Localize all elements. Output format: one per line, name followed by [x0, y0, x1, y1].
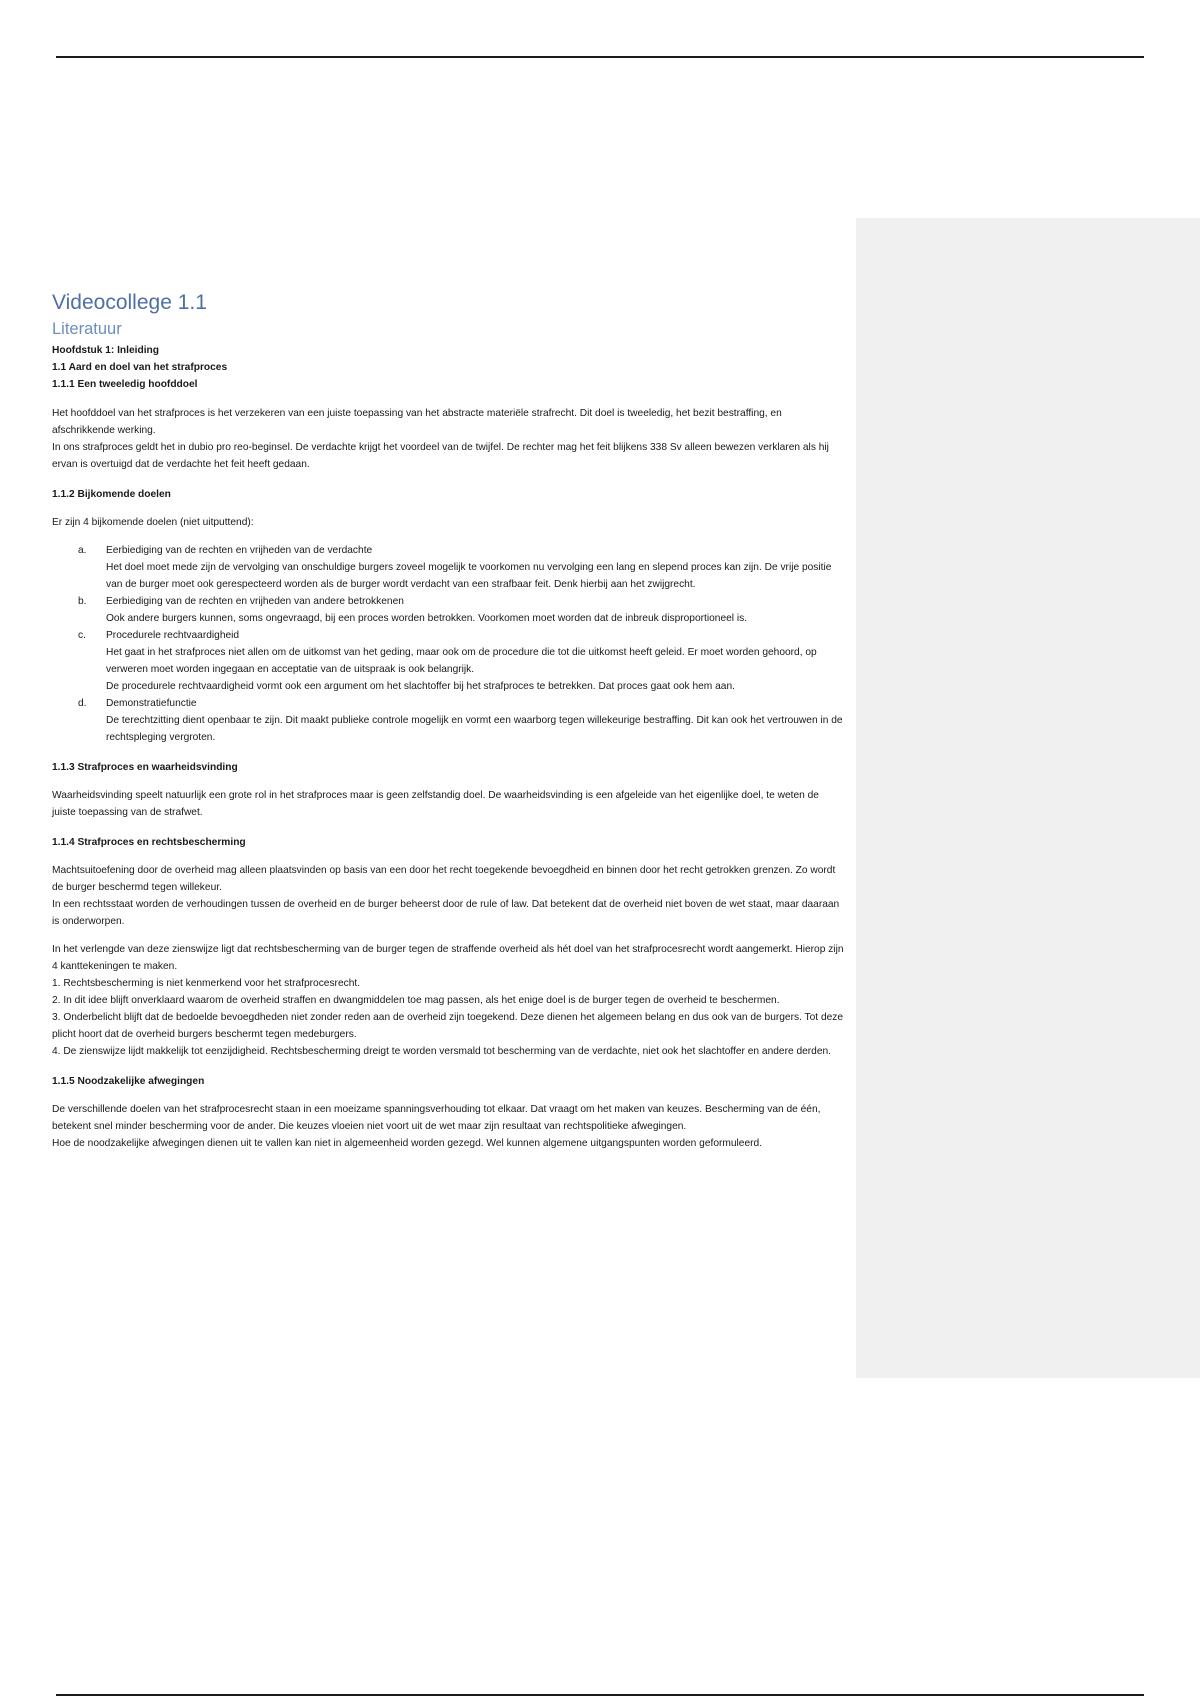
- list-marker: a.: [78, 545, 87, 556]
- comment-margin-panel: [856, 218, 1200, 1378]
- list-item: [52, 593, 844, 627]
- paragraph: Hoe de noodzakelijke afwegingen dienen uit te vallen kan niet in algemeenheid worden gezegd. Wel kunnen algemene uitgangspunten worden geformuleerd.: [52, 1138, 763, 1149]
- list-marker: d.: [78, 698, 87, 709]
- chapter-heading: Hoofdstuk 1: Inleiding: [52, 345, 159, 356]
- numbered-point: 1. Rechtsbescherming is niet kenmerkend voor het strafprocesrecht.: [52, 978, 361, 989]
- section-heading: 1.1 Aard en doel van het strafproces: [52, 362, 228, 373]
- list-item-title: Eerbiediging van de rechten en vrijheden van de verdachte: [106, 545, 373, 556]
- list-item: [52, 627, 844, 695]
- list-marker: b.: [78, 596, 87, 607]
- paragraph: De verschillende doelen van het strafprocesrecht staan in een moeizame spanningsverhouding tot elkaar. Dat vraagt om het maken van keuzes. Bescherming van de één, betekent snel minder bescherming voor de ander. Die keuzes vloeien niet voort uit de wet maar zijn resultaat van rechtspolitieke afwegingen.: [52, 1104, 821, 1132]
- subsection-heading-1-1-1: 1.1.1 Een tweeledig hoofddoel: [52, 379, 198, 390]
- list-item: [52, 695, 844, 746]
- paragraph: In ons strafproces geldt het in dubio pro reo-beginsel. De verdachte krijgt het voordeel van de twijfel. De rechter mag het feit blijkens 338 Sv alleen bewezen verklaren als hij ervan is overtuigd dat de verdachte het feit heeft gedaan.: [52, 442, 829, 470]
- list-item: [52, 542, 844, 593]
- list-item-text: Ook andere burgers kunnen, soms ongevraagd, bij een proces worden betrokken. Voorkomen moet worden dat de inbreuk disproportioneel is.: [106, 613, 748, 624]
- paragraph: Het hoofddoel van het strafproces is het verzekeren van een juiste toepassing van het abstracte materiële strafrecht. Dit doel is tweeledig, het bezit bestraffing, en afschrikkende werking.: [52, 408, 782, 436]
- subsection-heading-1-1-4: 1.1.4 Strafproces en rechtsbescherming: [52, 837, 246, 848]
- subsection-heading-1-1-5: 1.1.5 Noodzakelijke afwegingen: [52, 1076, 205, 1087]
- list-item-text: De terechtzitting dient openbaar te zijn. Dit maakt publieke controle mogelijk en vormt een waarborg tegen willekeurige bestraffing. Dit kan ook het vertrouwen in de rechtspleging vergroten.: [106, 715, 843, 743]
- paragraph: Waarheidsvinding speelt natuurlijk een grote rol in het strafproces maar is geen zelfstandig doel. De waarheidsvinding is een afgeleide van het eigenlijke doel, te weten de juiste toepassing van de strafwet.: [52, 790, 819, 818]
- goals-list: [52, 542, 844, 746]
- paragraph: Machtsuitoefening door de overheid mag alleen plaatsvinden op basis van een door het recht toegekende bevoegdheid en binnen door het recht getrokken grenzen. Zo wordt de burger beschermd tegen willekeur.: [52, 865, 836, 893]
- document-subtitle: Literatuur: [52, 320, 122, 338]
- list-item-title: Eerbiediging van de rechten en vrijheden van andere betrokkenen: [106, 596, 404, 607]
- list-item-text: Het doel moet mede zijn de vervolging van onschuldige burgers zoveel mogelijk te voorkomen nu vervolging een lang en slepend proces kan zijn. De vrije positie van de burger moet ook gerespecteerd worden als de burger wordt verdacht van een strafbaar feit. Denk hierbij aan het zwijgrecht.: [106, 562, 832, 590]
- document-body: [52, 288, 844, 1152]
- subsection-heading-1-1-3: 1.1.3 Strafproces en waarheidsvinding: [52, 762, 238, 773]
- numbered-point: 2. In dit idee blijft onverklaard waarom de overheid straffen en dwangmiddelen toe mag passen, als het enige doel is de burger tegen de overheid te beschermen.: [52, 995, 780, 1006]
- list-item-text: Het gaat in het strafproces niet allen om de uitkomst van het geding, maar ook om de procedure die tot die uitkomst heeft geleid. Er moet worden gehoord, op verweren moet worden ingegaan en acceptatie van de uitspraak is ook belangrijk.: [106, 647, 817, 675]
- list-marker: c.: [78, 630, 86, 641]
- subsection-heading-1-1-2: 1.1.2 Bijkomende doelen: [52, 489, 171, 500]
- list-item-text: De procedurele rechtvaardigheid vormt ook een argument om het slachtoffer bij het strafproces te betrekken. Dat proces gaat ook hem aan.: [106, 681, 735, 692]
- list-item-title: Demonstratiefunctie: [106, 698, 197, 709]
- footer-rule: [56, 1694, 1144, 1696]
- paragraph: In het verlengde van deze zienswijze ligt dat rechtsbescherming van de burger tegen de straffende overheid als hét doel van het strafprocesrecht wordt aangemerkt. Hierop zijn 4 kanttekeningen te maken.: [52, 944, 844, 972]
- paragraph: Er zijn 4 bijkomende doelen (niet uitputtend):: [52, 517, 254, 528]
- numbered-point: 3. Onderbelicht blijft dat de bedoelde bevoegdheden niet zonder reden aan de overheid zijn toegekend. Deze dienen het algemeen belang en dus ook van de burgers. Tot deze plicht hoort dat de overheid burgers beschermt tegen medeburgers.: [52, 1012, 844, 1040]
- list-item-title: Procedurele rechtvaardigheid: [106, 630, 240, 641]
- paragraph: In een rechtsstaat worden de verhoudingen tussen de overheid en de burger beheerst door de rule of law. Dat betekent dat de overheid niet boven de wet staat, maar daaraan is onderworpen.: [52, 899, 840, 927]
- header-rule: [56, 56, 1144, 58]
- document-title: Videocollege 1.1: [52, 291, 207, 314]
- numbered-point: 4. De zienswijze lijdt makkelijk tot eenzijdigheid. Rechtsbescherming dreigt te worden versmald tot bescherming van de verdachte, niet ook het slachtoffer en andere derden.: [52, 1046, 832, 1057]
